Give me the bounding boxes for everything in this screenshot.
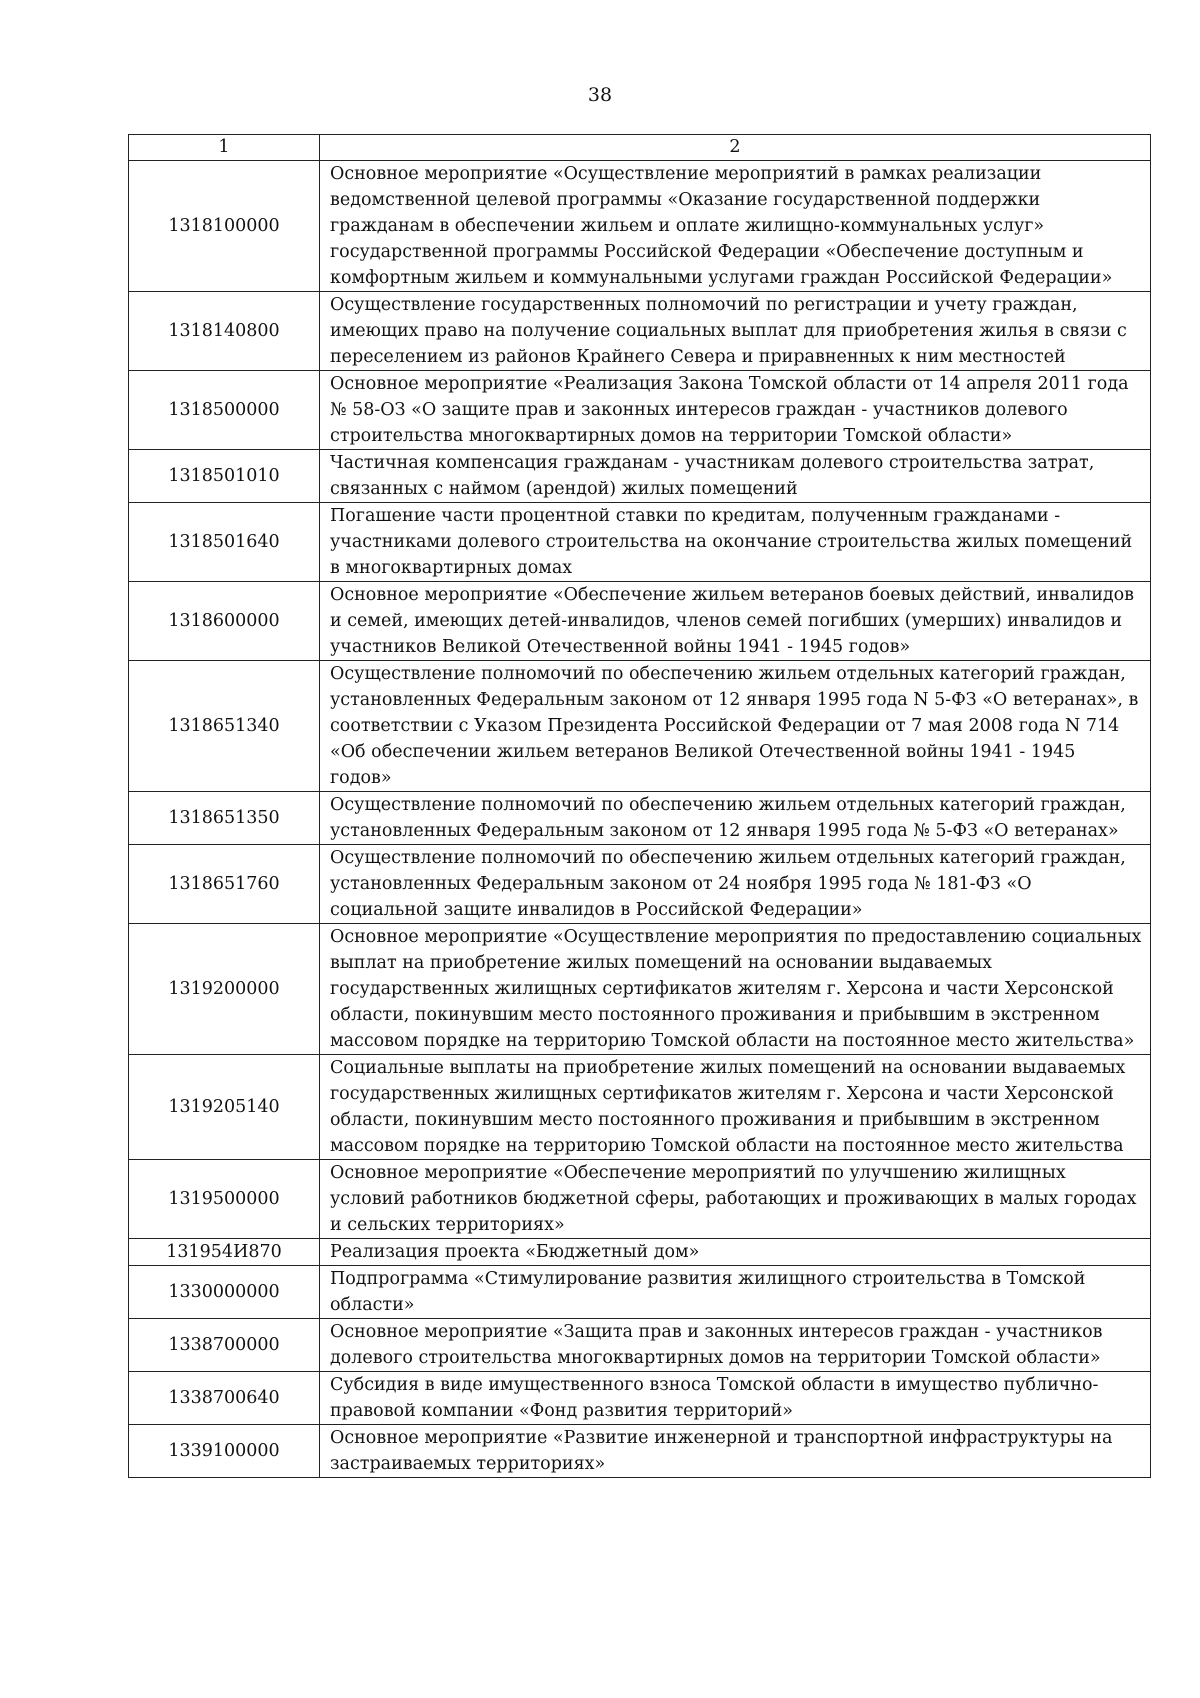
row-code: 1318651760 [129, 845, 320, 924]
table-row [129, 1319, 1151, 1372]
table-row [129, 1266, 1151, 1319]
row-code: 131954И870 [129, 1239, 320, 1266]
row-description: Основное мероприятие «Реализация Закона Томской области от 14 апреля 2011 года № 58-ОЗ «О защите прав и законных интересов граждан - участников долевого строительства многоквартирных домов на территории Томской области» [320, 371, 1151, 450]
row-description: Основное мероприятие «Обеспечение мероприятий по улучшению жилищных условий работников бюджетной сферы, работающих и проживающих в малых городах и сельских территориях» [320, 1160, 1151, 1239]
table-row [129, 371, 1151, 450]
table-row [129, 1425, 1151, 1478]
row-description: Основное мероприятие «Обеспечение жильем ветеранов боевых действий, инвалидов и семей, имеющих детей-инвалидов, членов семей погибших (умерших) инвалидов и участников Великой Отечественной войны 1941 - 1945 годов» [320, 582, 1151, 661]
row-code: 1318600000 [129, 582, 320, 661]
table-row [129, 845, 1151, 924]
row-description: Основное мероприятие «Осуществление мероприятий в рамках реализации ведомственной целевой программы «Оказание государственной поддержки гражданам в обеспечении жильем и оплате жилищно-коммунальных услуг» государственной программы Российской Федерации «Обеспечение доступным и комфортным жильем и коммунальными услугами граждан Российской Федерации» [320, 161, 1151, 292]
row-code: 1338700640 [129, 1372, 320, 1425]
row-code: 1318651340 [129, 661, 320, 792]
table-row [129, 161, 1151, 292]
row-description: Социальные выплаты на приобретение жилых помещений на основании выдаваемых государственных жилищных сертификатов жителям г. Херсона и части Херсонской области, покинувшим место постоянного проживания и прибывшим в экстренном массовом порядке на территорию Томской области на постоянное место жительства [320, 1055, 1151, 1160]
row-code: 1318500000 [129, 371, 320, 450]
row-code: 1318140800 [129, 292, 320, 371]
row-description: Осуществление полномочий по обеспечению жильем отдельных категорий граждан, установленных Федеральным законом от 12 января 1995 года № 5-ФЗ «О ветеранах» [320, 792, 1151, 845]
table-row [129, 1239, 1151, 1266]
row-description: Частичная компенсация гражданам - участникам долевого строительства затрат, связанных с наймом (арендой) жилых помещений [320, 450, 1151, 503]
table-row [129, 1160, 1151, 1239]
row-code: 1318100000 [129, 161, 320, 292]
row-code: 1338700000 [129, 1319, 320, 1372]
budget-classification-table [128, 134, 1151, 1478]
page-number: 38 [587, 84, 613, 106]
row-description: Осуществление государственных полномочий по регистрации и учету граждан, имеющих право на получение социальных выплат для приобретения жилья в связи с переселением из районов Крайнего Севера и приравненных к ним местностей [320, 292, 1151, 371]
table-row [129, 924, 1151, 1055]
table-row [129, 582, 1151, 661]
row-code: 1318501010 [129, 450, 320, 503]
table-row [129, 1055, 1151, 1160]
table-row [129, 503, 1151, 582]
row-code: 1319205140 [129, 1055, 320, 1160]
row-code: 1319200000 [129, 924, 320, 1055]
row-code: 1330000000 [129, 1266, 320, 1319]
table-row [129, 292, 1151, 371]
row-description: Подпрограмма «Стимулирование развития жилищного строительства в Томской области» [320, 1266, 1151, 1319]
row-description: Основное мероприятие «Осуществление мероприятия по предоставлению социальных выплат на приобретение жилых помещений на основании выдаваемых государственных жилищных сертификатов жителям г. Херсона и части Херсонской области, покинувшим место постоянного проживания и прибывшим в экстренном массовом порядке на территорию Томской области на постоянное место жительства» [320, 924, 1151, 1055]
column-header-code: 1 [129, 135, 320, 161]
row-code: 1318501640 [129, 503, 320, 582]
row-description: Погашение части процентной ставки по кредитам, полученным гражданами - участниками долевого строительства на окончание строительства жилых помещений в многоквартирных домах [320, 503, 1151, 582]
row-code: 1319500000 [129, 1160, 320, 1239]
row-description: Основное мероприятие «Развитие инженерной и транспортной инфраструктуры на застраиваемых территориях» [320, 1425, 1151, 1478]
row-description: Осуществление полномочий по обеспечению жильем отдельных категорий граждан, установленных Федеральным законом от 24 ноября 1995 года № 181-ФЗ «О социальной защите инвалидов в Российской Федерации» [320, 845, 1151, 924]
row-code: 1318651350 [129, 792, 320, 845]
table-row [129, 1372, 1151, 1425]
row-description: Реализация проекта «Бюджетный дом» [320, 1239, 1151, 1266]
table-row [129, 661, 1151, 792]
row-description: Осуществление полномочий по обеспечению жильем отдельных категорий граждан, установленных Федеральным законом от 12 января 1995 года N 5-ФЗ «О ветеранах», в соответствии с Указом Президента Российской Федерации от 7 мая 2008 года N 714 «Об обеспечении жильем ветеранов Великой Отечественной войны 1941 - 1945 годов» [320, 661, 1151, 792]
column-header-description: 2 [320, 135, 1151, 161]
row-code: 1339100000 [129, 1425, 320, 1478]
table-row [129, 792, 1151, 845]
table-header-row [129, 135, 1151, 161]
row-description: Основное мероприятие «Защита прав и законных интересов граждан - участников долевого строительства многоквартирных домов на территории Томской области» [320, 1319, 1151, 1372]
table-row [129, 450, 1151, 503]
row-description: Субсидия в виде имущественного взноса Томской области в имущество публично-правовой компании «Фонд развития территорий» [320, 1372, 1151, 1425]
